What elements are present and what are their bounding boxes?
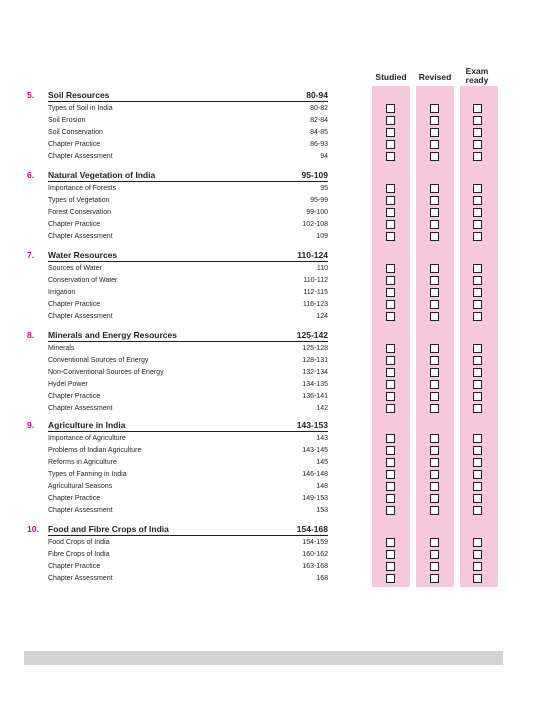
revised-checkbox[interactable] xyxy=(430,446,439,455)
chapter-number: 9. xyxy=(27,420,35,430)
topic-label: Soil Conservation xyxy=(48,128,103,136)
topic-row xyxy=(0,561,536,573)
topic-pages: 109 xyxy=(316,232,328,240)
exam-ready-checkbox[interactable] xyxy=(473,288,482,297)
topic-row xyxy=(0,183,536,195)
topic-pages: 153 xyxy=(316,507,328,515)
exam-ready-checkbox[interactable] xyxy=(473,392,482,401)
chapter-page-range: 95-109 xyxy=(301,170,328,180)
topic-pages: 95 xyxy=(320,184,328,192)
chapter-title: Water Resources xyxy=(48,250,118,260)
topic-row xyxy=(0,433,536,445)
exam-ready-checkbox[interactable] xyxy=(473,368,482,377)
studied-checkbox[interactable] xyxy=(386,392,395,401)
topic-label: Chapter Practice xyxy=(48,140,101,148)
exam-ready-checkbox[interactable] xyxy=(473,494,482,503)
revised-checkbox[interactable] xyxy=(430,196,439,205)
topic-row xyxy=(0,275,536,287)
exam-ready-checkbox[interactable] xyxy=(473,232,482,241)
topic-pages: 102-108 xyxy=(302,220,328,228)
topic-pages: 168 xyxy=(316,574,328,582)
studied-checkbox[interactable] xyxy=(386,312,395,321)
topic-pages: 149-153 xyxy=(302,495,328,502)
topic-pages: 143 xyxy=(316,434,328,442)
topic-pages: 146-148 xyxy=(302,470,328,478)
topic-row xyxy=(0,573,536,585)
studied-checkbox[interactable] xyxy=(386,104,395,113)
revised-checkbox[interactable] xyxy=(430,506,439,515)
chapter-number: 6. xyxy=(27,170,35,180)
chapter-page-range: 125-142 xyxy=(296,330,328,340)
topic-label: Reforms in Agriculture xyxy=(48,458,117,466)
topic-row xyxy=(0,151,536,163)
topic-row xyxy=(0,505,536,517)
studied-checkbox[interactable] xyxy=(386,208,395,217)
topic-label: Food Crops of India xyxy=(48,538,110,546)
topic-pages: 134-135 xyxy=(302,380,328,388)
studied-checkbox[interactable] xyxy=(386,458,395,467)
topic-label: Chapter Assessment xyxy=(48,507,113,515)
topic-row xyxy=(0,287,536,299)
topic-label: Problems of Indian Agriculture xyxy=(48,446,142,454)
studied-checkbox[interactable] xyxy=(386,550,395,559)
exam-ready-checkbox[interactable] xyxy=(473,152,482,161)
chapter-number: 5. xyxy=(27,90,35,100)
topic-row xyxy=(0,445,536,457)
exam-ready-checkbox[interactable] xyxy=(473,128,482,137)
chapter-title: Natural Vegetation of India xyxy=(48,170,156,180)
exam-ready-checkbox[interactable] xyxy=(473,208,482,217)
revised-checkbox[interactable] xyxy=(430,184,439,193)
header-exam-ready: Exam ready xyxy=(465,66,489,85)
topic-pages: 143-145 xyxy=(302,446,328,454)
topic-pages: 154-159 xyxy=(302,538,328,546)
topic-label: Chapter Assessment xyxy=(48,574,113,582)
topic-row xyxy=(0,311,536,323)
revised-checkbox[interactable] xyxy=(430,574,439,583)
topic-row xyxy=(0,115,536,127)
topic-label: Chapter Practice xyxy=(48,220,101,228)
exam-ready-checkbox[interactable] xyxy=(473,276,482,285)
topic-pages: 125-128 xyxy=(302,344,328,352)
revised-checkbox[interactable] xyxy=(430,104,439,113)
topic-label: Conventional Sources of Energy xyxy=(48,356,149,364)
topic-row xyxy=(0,207,536,219)
topic-label: Forest Conservation xyxy=(48,208,112,216)
footer-bar xyxy=(24,651,503,665)
studied-checkbox[interactable] xyxy=(386,232,395,241)
studied-checkbox[interactable] xyxy=(386,288,395,297)
chapter-title: Soil Resources xyxy=(48,90,110,100)
topic-row xyxy=(0,481,536,493)
topic-pages: 95-99 xyxy=(310,196,328,204)
exam-ready-checkbox[interactable] xyxy=(473,104,482,113)
revised-checkbox[interactable] xyxy=(430,276,439,285)
exam-ready-checkbox[interactable] xyxy=(473,312,482,321)
exam-ready-checkbox[interactable] xyxy=(473,356,482,365)
revised-checkbox[interactable] xyxy=(430,232,439,241)
topic-pages: 110 xyxy=(316,264,328,272)
exam-ready-checkbox[interactable] xyxy=(473,562,482,571)
topic-label: Hydel Power xyxy=(48,380,88,388)
topic-label: Conservation of Water xyxy=(48,276,118,284)
exam-ready-checkbox[interactable] xyxy=(473,220,482,229)
studied-checkbox[interactable] xyxy=(386,538,395,547)
topic-label: Importance of Agriculture xyxy=(48,434,126,442)
topic-row xyxy=(0,231,536,243)
topic-label: Chapter Practice xyxy=(48,392,101,400)
exam-ready-checkbox[interactable] xyxy=(473,482,482,491)
topic-label: Types of Farming in India xyxy=(48,470,127,478)
studied-checkbox[interactable] xyxy=(386,356,395,365)
topic-label: Chapter Assessment xyxy=(48,405,113,412)
topic-row xyxy=(0,355,536,367)
studied-checkbox[interactable] xyxy=(386,128,395,137)
exam-ready-checkbox[interactable] xyxy=(473,574,482,583)
studied-checkbox[interactable] xyxy=(386,368,395,377)
revised-checkbox[interactable] xyxy=(430,470,439,479)
topic-row xyxy=(0,195,536,207)
studied-checkbox[interactable] xyxy=(386,380,395,389)
topic-row xyxy=(0,139,536,151)
studied-checkbox[interactable] xyxy=(386,344,395,353)
studied-checkbox[interactable] xyxy=(386,482,395,491)
topic-row xyxy=(0,343,536,355)
topic-pages: 84-85 xyxy=(310,128,328,136)
chapter-title: Agriculture in India xyxy=(48,420,126,430)
studied-checkbox[interactable] xyxy=(386,494,395,503)
topic-pages: 124 xyxy=(316,312,328,320)
topic-pages: 80-82 xyxy=(310,104,328,112)
chapter-number: 10. xyxy=(27,524,39,534)
revised-checkbox[interactable] xyxy=(430,344,439,353)
header-revised: Revised xyxy=(418,72,452,82)
chapter-page-range: 154-168 xyxy=(296,524,328,534)
studied-checkbox[interactable] xyxy=(386,404,395,413)
exam-ready-checkbox[interactable] xyxy=(473,470,482,479)
topic-pages: 94 xyxy=(320,152,328,160)
exam-ready-checkbox[interactable] xyxy=(473,458,482,467)
topic-label: Types of Vegetation xyxy=(48,196,110,204)
topic-pages: 112-115 xyxy=(303,288,328,296)
exam-ready-checkbox[interactable] xyxy=(473,446,482,455)
revised-checkbox[interactable] xyxy=(430,434,439,443)
studied-checkbox[interactable] xyxy=(386,196,395,205)
topic-label: Chapter Assessment xyxy=(48,152,113,160)
chapter-page-range: 143-153 xyxy=(296,420,328,430)
exam-ready-checkbox[interactable] xyxy=(473,116,482,125)
exam-ready-checkbox[interactable] xyxy=(473,140,482,149)
exam-ready-checkbox[interactable] xyxy=(473,380,482,389)
studied-checkbox[interactable] xyxy=(386,300,395,309)
chapter-number: 8. xyxy=(27,330,35,340)
topic-label: Sources of Water xyxy=(48,264,102,272)
topic-label: Chapter Practice xyxy=(48,300,101,308)
revised-checkbox[interactable] xyxy=(430,482,439,491)
topic-row xyxy=(0,493,536,505)
studied-checkbox[interactable] xyxy=(386,152,395,161)
topic-label: Minerals xyxy=(48,344,75,352)
header-studied: Studied xyxy=(375,72,407,82)
exam-ready-checkbox[interactable] xyxy=(473,538,482,547)
studied-checkbox[interactable] xyxy=(386,140,395,149)
revised-checkbox[interactable] xyxy=(430,128,439,137)
revised-checkbox[interactable] xyxy=(430,312,439,321)
studied-checkbox[interactable] xyxy=(386,562,395,571)
topic-pages: 163-168 xyxy=(302,562,328,570)
topic-pages: 132-134 xyxy=(302,368,328,376)
studied-checkbox[interactable] xyxy=(386,276,395,285)
revised-checkbox[interactable] xyxy=(430,356,439,365)
revised-checkbox[interactable] xyxy=(430,220,439,229)
topic-pages: 160-162 xyxy=(302,550,328,558)
studied-checkbox[interactable] xyxy=(386,434,395,443)
topic-label: Non-Conventional Sources of Energy xyxy=(48,368,164,376)
topic-row xyxy=(0,549,536,561)
revised-checkbox[interactable] xyxy=(430,264,439,273)
topic-pages: 128-131 xyxy=(302,356,328,364)
exam-ready-checkbox[interactable] xyxy=(473,184,482,193)
studied-checkbox[interactable] xyxy=(386,264,395,273)
chapter-number: 7. xyxy=(27,250,35,260)
exam-ready-checkbox[interactable] xyxy=(473,300,482,309)
topic-label: Soil Erosion xyxy=(48,116,86,124)
topic-label: Types of Soil in India xyxy=(48,104,113,112)
studied-checkbox[interactable] xyxy=(386,446,395,455)
studied-checkbox[interactable] xyxy=(386,574,395,583)
exam-ready-checkbox[interactable] xyxy=(473,404,482,413)
topic-label: Chapter Assessment xyxy=(48,232,113,240)
topic-pages: 142 xyxy=(316,405,328,412)
topic-row xyxy=(0,537,536,549)
revised-checkbox[interactable] xyxy=(430,380,439,389)
topic-pages: 148 xyxy=(316,482,328,490)
exam-ready-checkbox[interactable] xyxy=(473,550,482,559)
topic-pages: 99-100 xyxy=(306,208,328,216)
studied-checkbox[interactable] xyxy=(386,506,395,515)
topic-row xyxy=(0,103,536,115)
revised-checkbox[interactable] xyxy=(430,458,439,467)
chapter-page-range: 80-94 xyxy=(306,90,328,100)
studied-checkbox[interactable] xyxy=(386,220,395,229)
exam-ready-checkbox[interactable] xyxy=(473,506,482,515)
topic-row xyxy=(0,299,536,311)
topic-label: Chapter Practice xyxy=(48,495,101,502)
revised-checkbox[interactable] xyxy=(430,538,439,547)
revised-checkbox[interactable] xyxy=(430,404,439,413)
topic-pages: 110-112 xyxy=(303,276,328,284)
topic-label: Chapter Practice xyxy=(48,562,101,570)
revised-checkbox[interactable] xyxy=(430,116,439,125)
revised-checkbox[interactable] xyxy=(430,300,439,309)
topic-pages: 145 xyxy=(316,458,328,466)
topic-pages: 116-123 xyxy=(302,300,328,308)
topic-row xyxy=(0,403,536,415)
exam-ready-checkbox[interactable] xyxy=(473,344,482,353)
topic-pages: 82-84 xyxy=(310,116,328,124)
revised-checkbox[interactable] xyxy=(430,288,439,297)
topic-label: Fibre Crops of India xyxy=(48,550,110,558)
topic-row xyxy=(0,391,536,403)
topic-label: Importance of Forests xyxy=(48,184,117,192)
exam-ready-checkbox[interactable] xyxy=(473,434,482,443)
exam-ready-checkbox[interactable] xyxy=(473,264,482,273)
topic-row xyxy=(0,469,536,481)
studied-checkbox[interactable] xyxy=(386,116,395,125)
revised-checkbox[interactable] xyxy=(430,152,439,161)
studied-checkbox[interactable] xyxy=(386,470,395,479)
revised-checkbox[interactable] xyxy=(430,494,439,503)
topic-pages: 86-93 xyxy=(310,140,328,148)
exam-ready-checkbox[interactable] xyxy=(473,196,482,205)
topic-label: Chapter Assessment xyxy=(48,312,113,320)
studied-checkbox[interactable] xyxy=(386,184,395,193)
topic-row xyxy=(0,127,536,139)
revised-checkbox[interactable] xyxy=(430,550,439,559)
revised-checkbox[interactable] xyxy=(430,392,439,401)
revised-checkbox[interactable] xyxy=(430,208,439,217)
revised-checkbox[interactable] xyxy=(430,368,439,377)
topic-row xyxy=(0,263,536,275)
topic-row xyxy=(0,219,536,231)
topic-row xyxy=(0,367,536,379)
topic-label: Irrigation xyxy=(48,288,76,296)
revised-checkbox[interactable] xyxy=(430,562,439,571)
topic-pages: 136-141 xyxy=(302,392,328,400)
chapter-title: Minerals and Energy Resources xyxy=(48,330,177,340)
topic-row xyxy=(0,457,536,469)
revised-checkbox[interactable] xyxy=(430,140,439,149)
chapter-page-range: 110-124 xyxy=(297,250,328,260)
topic-label: Agricultural Seasons xyxy=(48,482,113,490)
topic-row xyxy=(0,379,536,391)
chapter-title: Food and Fibre Crops of India xyxy=(48,524,169,534)
